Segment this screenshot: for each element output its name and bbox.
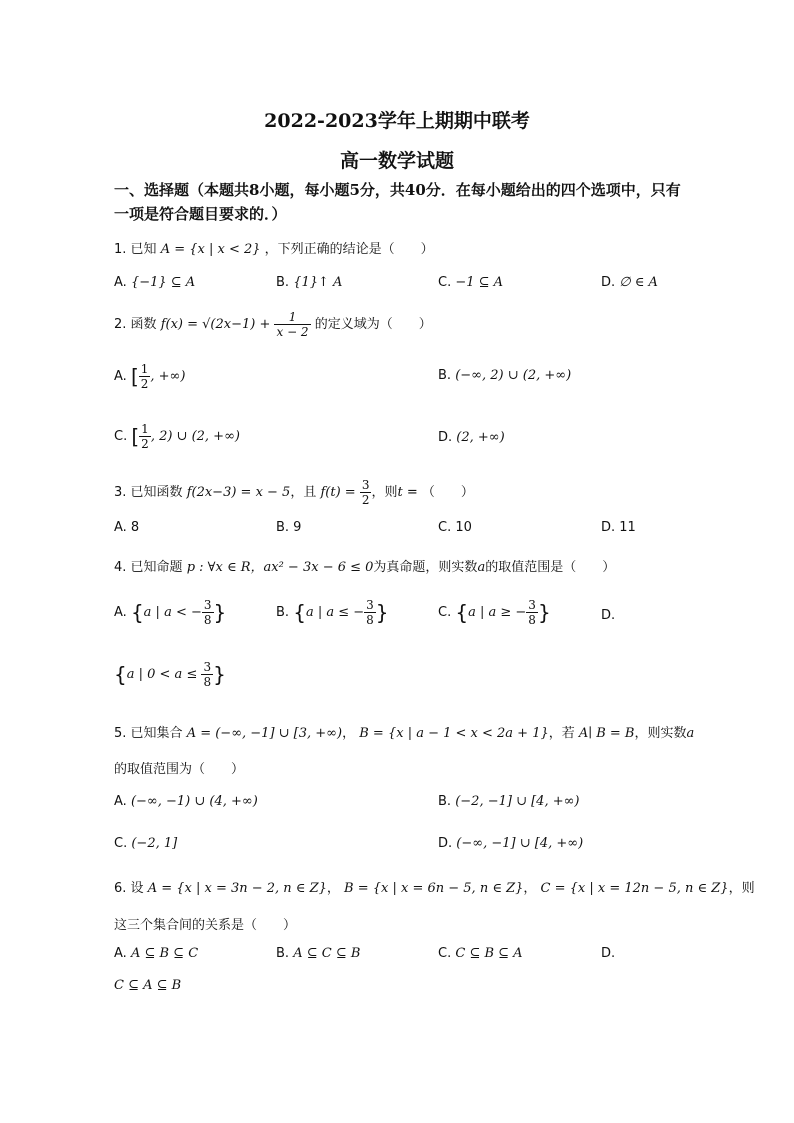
q3-var-t: t [397, 485, 403, 500]
q3-option-c[interactable]: C. 10 [438, 520, 472, 535]
q5-option-c[interactable]: C. (−2, 1] [114, 836, 178, 851]
q3-stem-then: ，则 [371, 485, 398, 500]
question-1-stem [114, 238, 434, 257]
q2-fraction: $\frac{1}{x - 2}$ [276, 310, 309, 339]
question-4-stem [114, 556, 615, 575]
q6-option-c[interactable]: C. C ⊆ B ⊆ A [438, 946, 523, 961]
q6-option-b[interactable]: B. A ⊆ C ⊆ B [276, 946, 361, 961]
q5-set-b: B = {x | a − 1 < x < 2a + 1} [359, 726, 549, 741]
q5-stem-if: ，若 [548, 726, 575, 741]
q5-sep: ， [342, 726, 356, 741]
q5-option-d[interactable]: D. (−∞, −1] ∪ [4, +∞) [438, 836, 584, 851]
q2-stem-end: 的定义域为（ ） [314, 317, 432, 332]
q1-option-b[interactable]: B. {1}↑ A [276, 275, 343, 290]
q3-function-eq: f(2x−3) = x − 5 [186, 485, 291, 500]
q4-stem-mid: 为真命题，则实数 [373, 560, 478, 575]
q3-fraction: $\frac{3}{2}$ [361, 478, 370, 507]
q2-function: f(x) = √(2x−1) + [160, 317, 275, 332]
q1-option-d[interactable]: D. ∅ ∈ A [601, 275, 658, 290]
q4-option-d-label[interactable]: D. [601, 608, 616, 623]
exam-title: 2022-2023学年上期期中联考 [264, 110, 530, 132]
exam-subtitle: 高一数学试题 [339, 150, 454, 172]
q6-set-c: C = {x | x = 12n − 5, n ∈ Z} [540, 881, 729, 896]
q5-stem-then: ，则实数 [634, 726, 687, 741]
section-heading: 一、选择题（本题共8小题，每小题5分，共40分．在每小题给出的四个选项中，只有一项是符合题目要求的．） [114, 181, 681, 223]
q4-option-b[interactable]: B. {a | a ≤ − $\frac{3}{8}$ } [276, 598, 389, 627]
question-6-stem-cont: 这三个集合间的关系是（ ） [114, 918, 297, 933]
question-5-stem-cont: 的取值范围为（ ） [114, 762, 245, 777]
q3-stem-mid: ，且 [290, 485, 317, 500]
q1-option-a[interactable]: A. {−1} ⊆ A [114, 275, 196, 290]
q5-option-a[interactable]: A. (−∞, −1) ∪ (4, +∞) [114, 794, 258, 809]
q6-stem-then: ，则 [728, 881, 755, 896]
q6-option-d[interactable]: C ⊆ A ⊆ B [114, 978, 182, 993]
question-3-stem [114, 478, 474, 507]
question-6-stem [114, 877, 755, 896]
q4-option-d[interactable]: {a | 0 < a ≤ $\frac{3}{8}$ } [114, 660, 226, 689]
q6-set-a: A = {x | x = 3n − 2, n ∈ Z} [147, 881, 327, 896]
q6-sep-1: ， [326, 881, 340, 896]
q5-option-b[interactable]: B. (−2, −1] ∪ [4, +∞) [438, 794, 580, 809]
q6-sep-2: ， [523, 881, 537, 896]
q5-set-a: A = (−∞, −1] ∪ [3, +∞) [186, 726, 343, 741]
q1-set-expression: A = {x | x < 2} [160, 242, 261, 257]
q2-option-c[interactable]: C. [ $\frac{1}{2}$ , 2) ∪ (2, +∞) [114, 422, 240, 451]
q3-ft: f(t) = [320, 485, 360, 500]
q6-option-a[interactable]: A. A ⊆ B ⊆ C [114, 946, 199, 961]
q3-option-b[interactable]: B. 9 [276, 520, 302, 535]
q2-stem-start: 2. 函数 [114, 317, 157, 332]
q2-option-b[interactable]: B. (−∞, 2) ∪ (2, +∞) [438, 368, 572, 383]
q4-stem-end: 的取值范围是（ ） [485, 560, 616, 575]
q4-proposition: p : ∀x ∈ R，ax² − 3x − 6 ≤ 0 [186, 560, 374, 575]
q6-option-d-label[interactable]: D. [601, 946, 616, 961]
q4-var-a: a [477, 560, 486, 575]
q6-set-b: B = {x | x = 6n − 5, n ∈ Z} [344, 881, 524, 896]
q6-stem-start: 6. 设 [114, 881, 144, 896]
q3-stem-end: = （ ） [402, 485, 474, 500]
q2-option-a[interactable]: A. [ $\frac{1}{2}$ , +∞) [114, 362, 186, 391]
q5-var-a: a [686, 726, 695, 741]
q4-stem-start: 4. 已知命题 [114, 560, 183, 575]
question-5-stem [114, 722, 694, 741]
q1-stem-end: ，下列正确的结论是（ ） [264, 242, 434, 257]
question-2-stem [114, 310, 432, 339]
q5-stem-start: 5. 已知集合 [114, 726, 183, 741]
q2-option-d[interactable]: D. (2, +∞) [438, 430, 505, 445]
q4-option-c[interactable]: C. {a | a ≥ − $\frac{3}{8}$ } [438, 598, 551, 627]
q3-option-a[interactable]: A. 8 [114, 520, 140, 535]
q1-option-c[interactable]: C. −1 ⊆ A [438, 275, 504, 290]
q1-stem-start: 1. 已知 [114, 242, 157, 257]
q3-stem-start: 3. 已知函数 [114, 485, 183, 500]
q4-option-a[interactable]: A. {a | a < − $\frac{3}{8}$ } [114, 598, 227, 627]
q5-condition: A∣ B = B [578, 726, 635, 741]
q3-option-d[interactable]: D. 11 [601, 520, 636, 535]
